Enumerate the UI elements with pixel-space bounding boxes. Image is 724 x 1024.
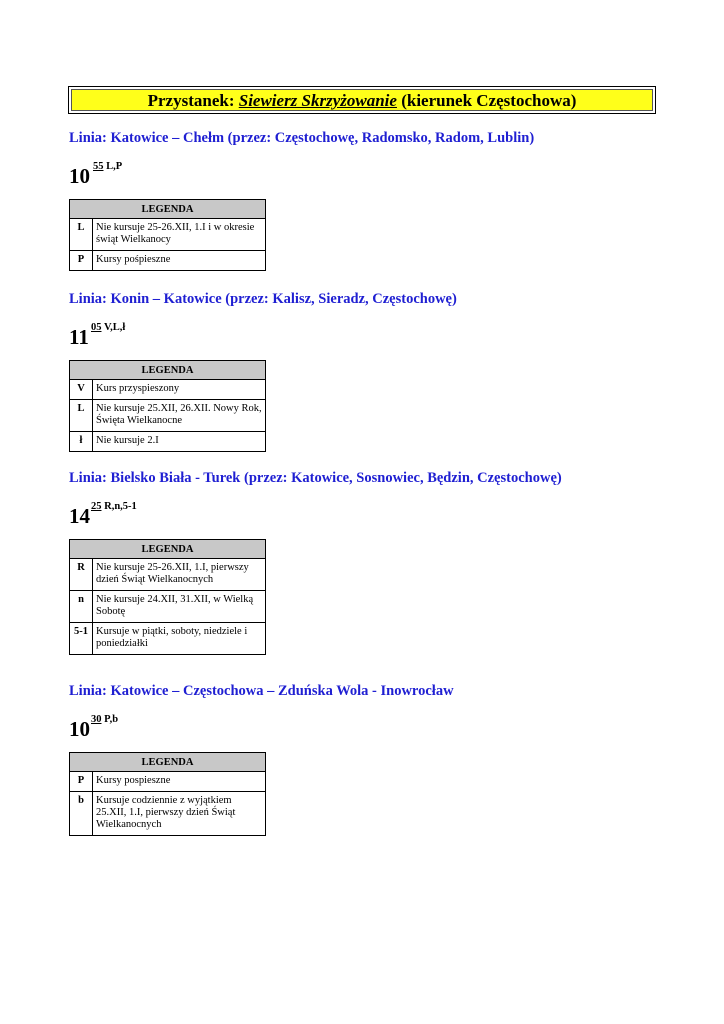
legend-row [70, 219, 266, 251]
legend-table [69, 199, 266, 271]
legend-row [70, 591, 266, 623]
departure-minute: 55 [93, 161, 104, 172]
stop-header [68, 86, 656, 114]
legend-code: P [70, 251, 93, 271]
departure-hour: 10 [69, 164, 90, 188]
departure-minute: 25 [91, 501, 102, 512]
stop-name: Siewierz Skrzyżowanie [238, 91, 397, 110]
legend-table [69, 752, 266, 836]
legend-code: n [70, 591, 93, 623]
line-title: Linia: Katowice – Częstochowa – Zduńska Wola - Inowrocław [69, 683, 454, 699]
legend-header: LEGENDA [70, 753, 266, 772]
timetable-section [69, 290, 457, 452]
line-title: Linia: Konin – Katowice (przez: Kalisz, Sieradz, Częstochowę) [69, 291, 457, 307]
legend-text: Nie kursuje 2.I [93, 432, 266, 452]
legend-text: Nie kursuje 24.XII, 31.XII, w Wielką Sobotę [93, 591, 266, 623]
stop-prefix: Przystanek: [147, 91, 235, 110]
legend-text: Kursy pospieszne [93, 772, 266, 792]
line-title: Linia: Bielsko Biała - Turek (przez: Katowice, Sosnowiec, Będzin, Częstochowę) [69, 470, 562, 486]
legend-code: R [70, 559, 93, 591]
departure-minute: 05 [91, 322, 102, 333]
departure-marks: P,b [104, 714, 119, 725]
legend-row [70, 772, 266, 792]
legend-header: LEGENDA [70, 540, 266, 559]
legend-table [69, 539, 266, 655]
legend-row [70, 400, 266, 432]
departure-minute-block [91, 714, 118, 726]
departure-marks: L,P [106, 161, 123, 172]
departure-minute-block [91, 322, 125, 334]
departure-minute: 30 [91, 714, 102, 725]
stop-direction: (kierunek Częstochowa) [401, 91, 577, 110]
departure-hour: 10 [69, 717, 90, 741]
line-title: Linia: Katowice – Chełm (przez: Częstochowę, Radomsko, Radom, Lublin) [69, 130, 535, 146]
departure-time [69, 161, 534, 191]
legend-code: ł [70, 432, 93, 452]
legend-text: Kurs przyspieszony [93, 380, 266, 400]
legend-text: Kursuje codziennie z wyjątkiem 25.XII, 1.I, pierwszy dzień Świąt Wielkanocnych [93, 792, 266, 836]
legend-code: b [70, 792, 93, 836]
departure-hour: 11 [69, 325, 89, 349]
departure-minute-block [93, 161, 122, 173]
departure-hour: 14 [69, 504, 90, 528]
legend-code: L [70, 400, 93, 432]
legend-row [70, 559, 266, 591]
departure-marks: V,L,ł [103, 322, 126, 333]
legend-text: Kursy pośpieszne [93, 251, 266, 271]
legend-code: P [70, 772, 93, 792]
legend-code: L [70, 219, 93, 251]
legend-header: LEGENDA [70, 361, 266, 380]
timetable-section [69, 682, 454, 836]
departure-minute-block [91, 501, 137, 513]
departure-time [69, 501, 562, 531]
timetable-section [69, 469, 562, 655]
departure-time [69, 322, 457, 352]
legend-table [69, 360, 266, 452]
legend-row [70, 380, 266, 400]
legend-row [70, 432, 266, 452]
timetable-section [69, 129, 534, 271]
legend-header: LEGENDA [70, 200, 266, 219]
legend-text: Kursuje w piątki, soboty, niedziele i poniedziałki [93, 623, 266, 655]
legend-text: Nie kursuje 25-26.XII, 1.I i w okresie świąt Wielkanocy [93, 219, 266, 251]
stop-header-bar [71, 89, 653, 111]
legend-row [70, 792, 266, 836]
departure-marks: R,n,5-1 [104, 501, 137, 512]
legend-code: V [70, 380, 93, 400]
legend-code: 5-1 [70, 623, 93, 655]
legend-text: Nie kursuje 25-26.XII, 1.I, pierwszy dzień Świąt Wielkanocnych [93, 559, 266, 591]
legend-row [70, 251, 266, 271]
legend-row [70, 623, 266, 655]
legend-text: Nie kursuje 25.XII, 26.XII. Nowy Rok, Święta Wielkanocne [93, 400, 266, 432]
departure-time [69, 714, 454, 744]
